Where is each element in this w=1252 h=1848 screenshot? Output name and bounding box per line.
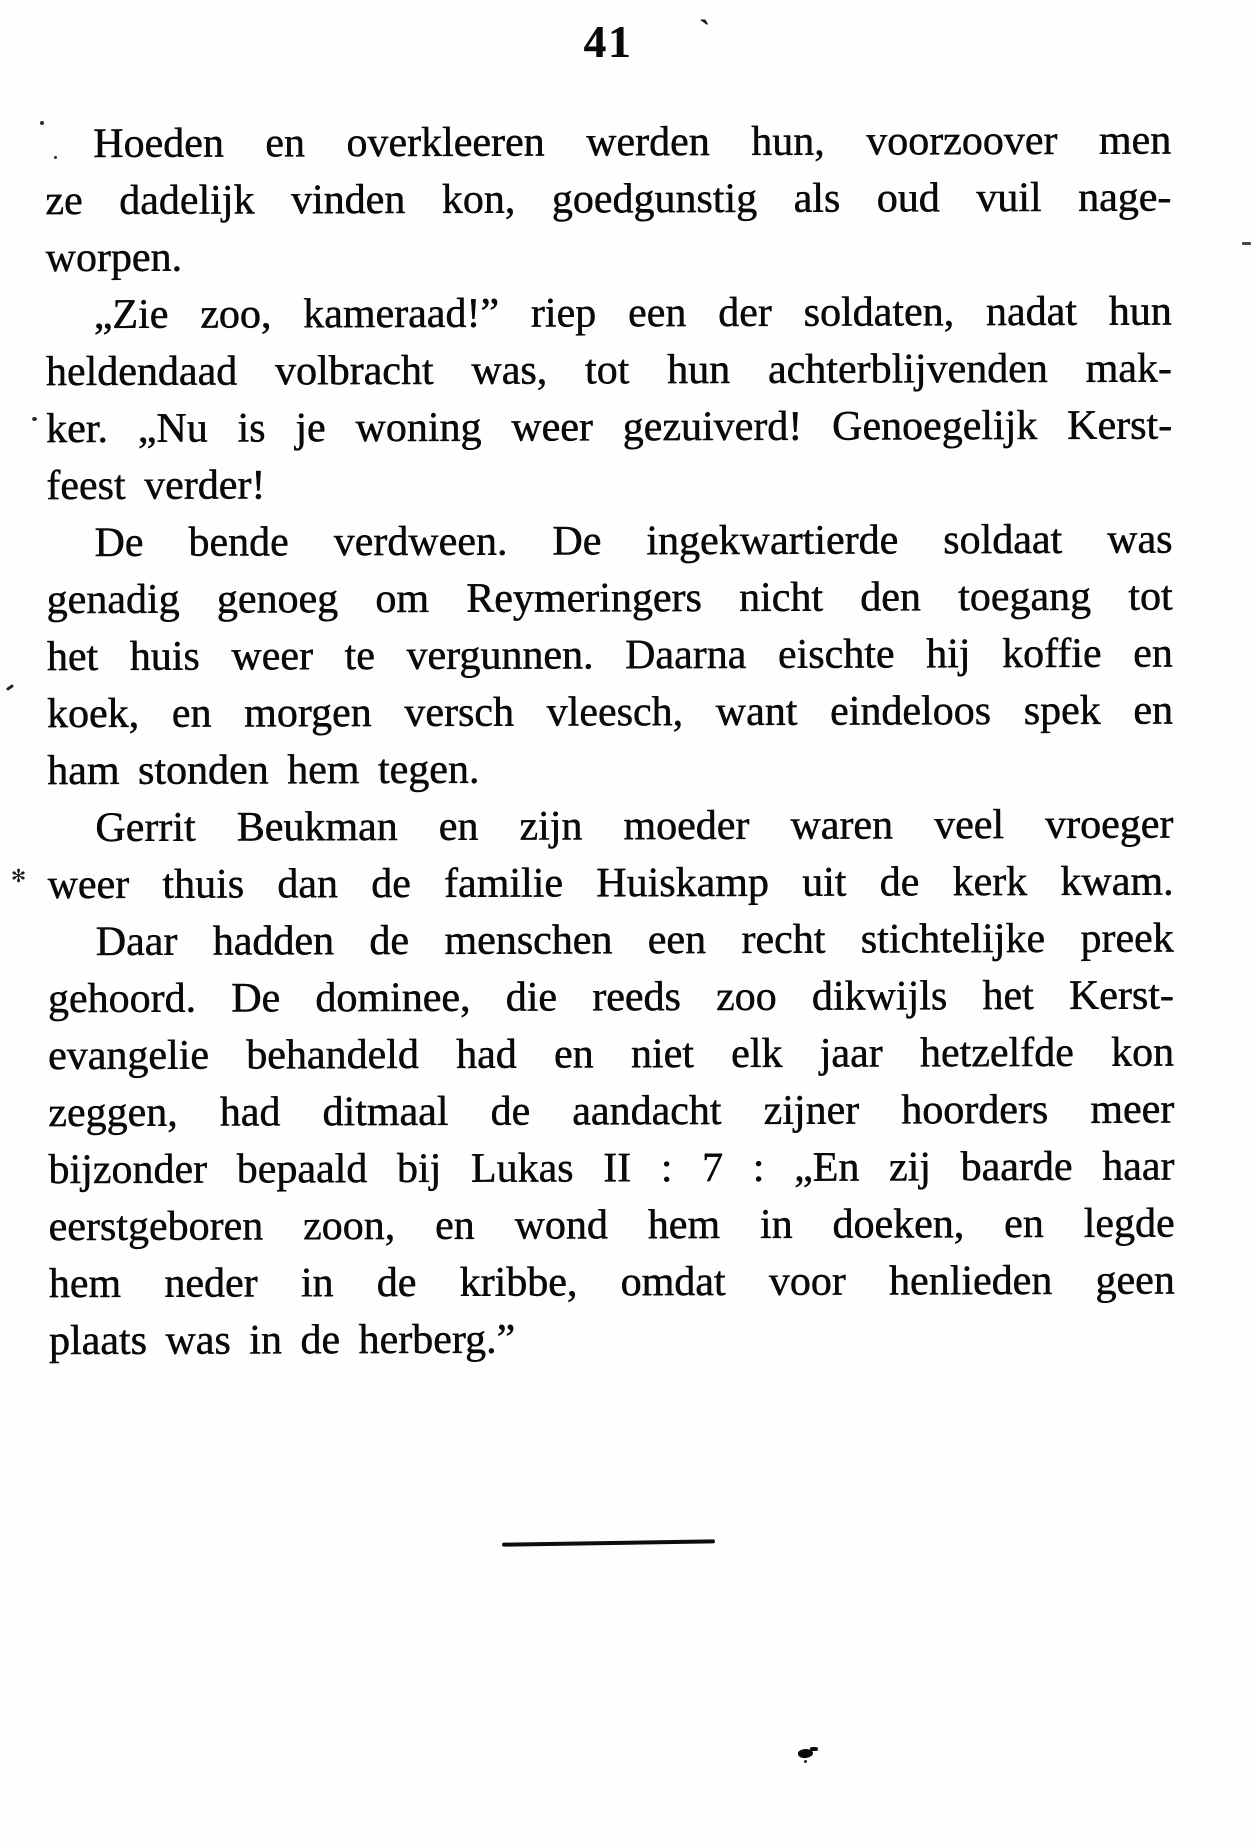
text-line: ham stonden hem tegen. [46, 746, 480, 794]
text-line: evangelie behandeld had en niet elk jaar hetzelfde kon [47, 1029, 1175, 1079]
section-divider-rule [502, 1539, 715, 1546]
ink-blot-shape [810, 1747, 818, 1751]
text-line: ker. „Nu is je woning weer gezuiverd! Genoegelijk Kerst- [45, 402, 1173, 452]
ink-blot-shape [804, 1760, 807, 1763]
text-line: ze dadelijk vinden kon, goedgunstig als oud vuil nage- [45, 174, 1172, 224]
ink-speck [6, 684, 14, 691]
text-line: Daar hadden de menschen een recht stichtelijke preek [95, 915, 1174, 965]
text-line: genadig genoeg om Reymeringers nicht den toegang tot [46, 573, 1173, 623]
paragraph [46, 511, 1173, 800]
ink-speck [54, 156, 57, 159]
text-line: het huis weer te vergunnen. Daarna eischte hij koffie en [46, 630, 1173, 680]
scan-accent-mark: ` [699, 14, 711, 51]
text-line: plaats was in de herberg.” [48, 1316, 516, 1364]
text-line: koek, en morgen versch vleesch, want eindeloos spek en [46, 687, 1173, 737]
text-line: bijzonder bepaald bij Lukas II : 7 : „En zij baarde haar [48, 1143, 1175, 1193]
ink-speck [1242, 242, 1251, 245]
margin-star-mark: ✻ [11, 866, 27, 886]
text-line: Gerrit Beukman en zijn moeder waren veel vroeger [95, 801, 1174, 851]
text-line: gehoord. De dominee, die reeds zoo dikwijls het Kerst- [47, 972, 1174, 1022]
text-line: eerstgeboren zoon, en wond hem in doeken, en legde [48, 1200, 1175, 1250]
paragraph [48, 910, 1175, 1370]
ink-speck [40, 121, 44, 125]
paragraph [47, 796, 1173, 914]
paragraph [46, 283, 1173, 515]
text-line: zeggen, had ditmaal de aandacht zijner hoorders meer [48, 1086, 1175, 1136]
text-line: weer thuis dan de familie Huiskamp uit de kerk kwam. [47, 858, 1174, 908]
text-line: „Zie zoo, kameraad!” riep een der soldaten, nadat hun [93, 288, 1172, 338]
text-line: feest verder! [46, 462, 266, 509]
text-line: hem neder in de kribbe, omdat voor henlieden geen [48, 1257, 1175, 1307]
text-line: heldendaad volbracht was, tot hun achterblijvenden mak- [45, 345, 1172, 395]
body-text [45, 112, 1175, 1370]
paragraph [45, 112, 1172, 287]
text-line: worpen. [45, 234, 182, 281]
ink-blot [796, 1747, 820, 1765]
ink-speck [32, 417, 37, 421]
text-line: De bende verdween. De ingekwartierde soldaat was [94, 516, 1173, 566]
page-number: 41 [583, 17, 633, 67]
text-line: Hoeden en overkleeren werden hun, voorzoover men [93, 117, 1172, 167]
